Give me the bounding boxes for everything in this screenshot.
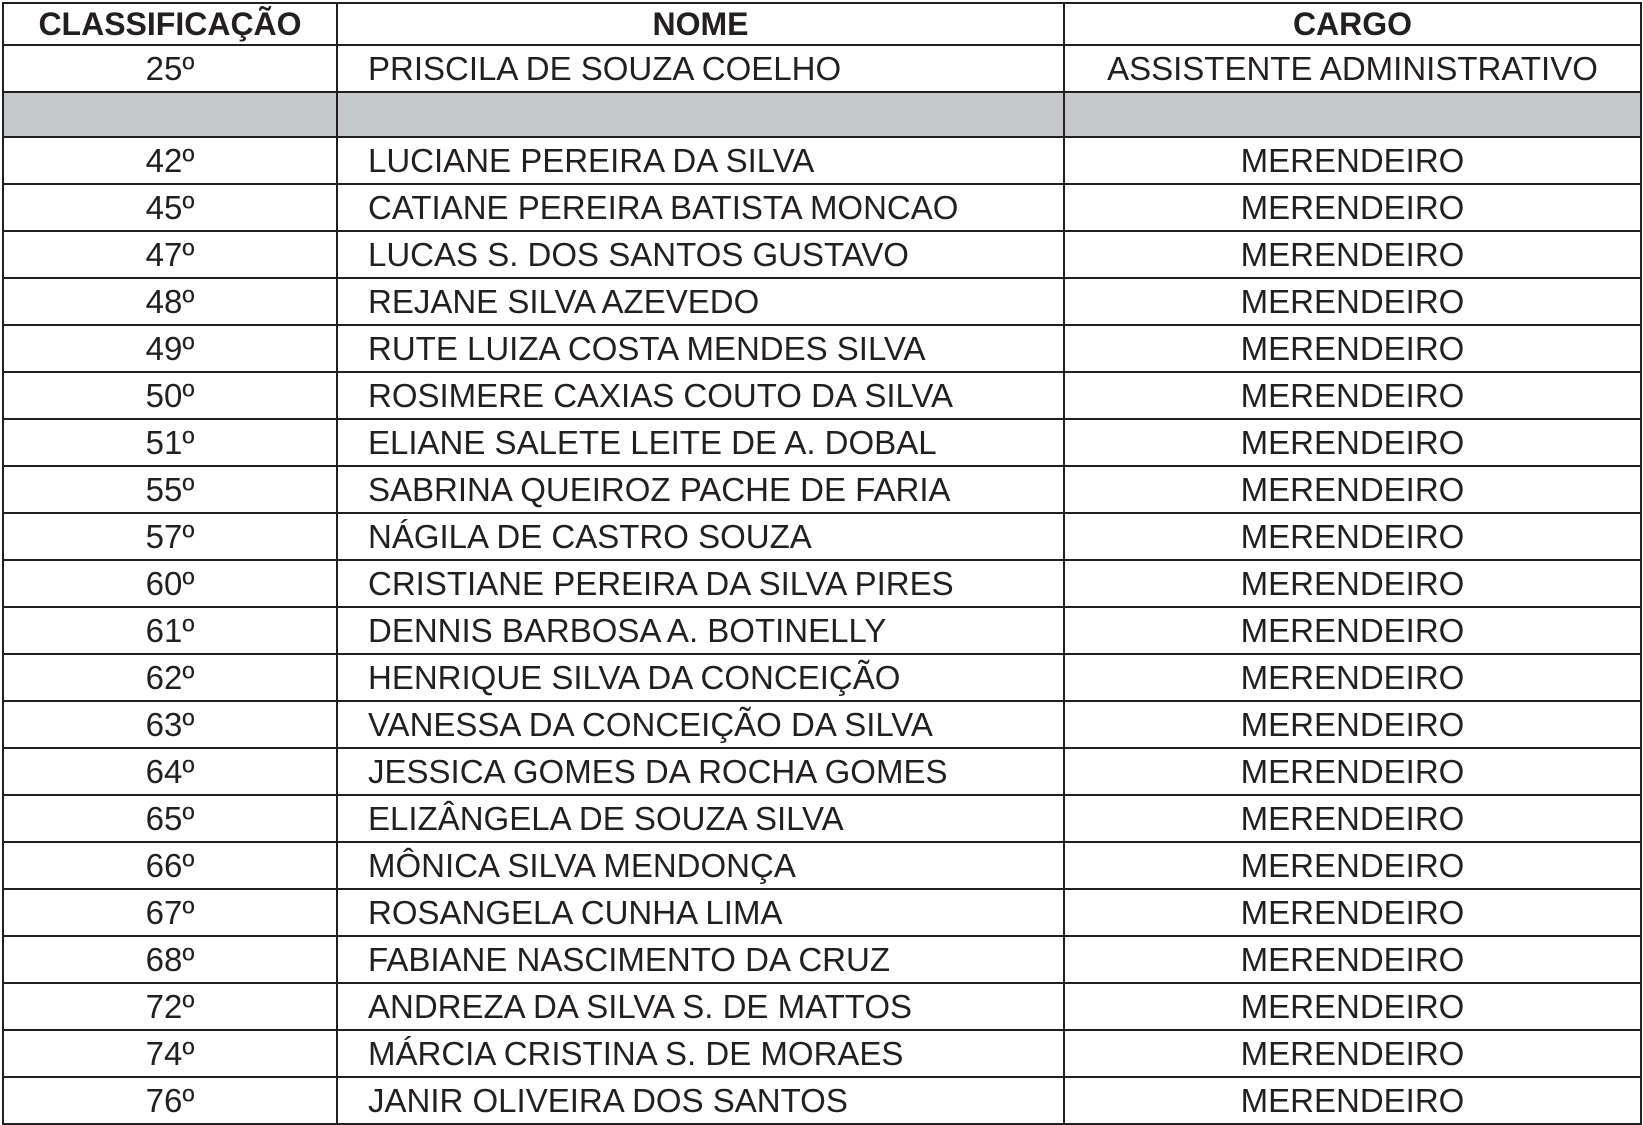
- rank-cell: 55º: [3, 466, 337, 513]
- separator-cell: [337, 92, 1064, 137]
- table-row: [3, 372, 1641, 419]
- table-row: [3, 513, 1641, 560]
- name-cell: REJANE SILVA AZEVEDO: [337, 278, 1064, 325]
- rank-cell: 47º: [3, 231, 337, 278]
- rank-cell: 64º: [3, 748, 337, 795]
- role-cell: MERENDEIRO: [1064, 1077, 1641, 1124]
- table-row: [3, 936, 1641, 983]
- rank-cell: 62º: [3, 654, 337, 701]
- rank-cell: 67º: [3, 889, 337, 936]
- rank-cell: 25º: [3, 45, 337, 92]
- name-cell: JESSICA GOMES DA ROCHA GOMES: [337, 748, 1064, 795]
- name-cell: ROSIMERE CAXIAS COUTO DA SILVA: [337, 372, 1064, 419]
- name-cell: HENRIQUE SILVA DA CONCEIÇÃO: [337, 654, 1064, 701]
- role-cell: MERENDEIRO: [1064, 607, 1641, 654]
- name-cell: NÁGILA DE CASTRO SOUZA: [337, 513, 1064, 560]
- rank-cell: 60º: [3, 560, 337, 607]
- name-cell: RUTE LUIZA COSTA MENDES SILVA: [337, 325, 1064, 372]
- separator-row: [3, 92, 1641, 137]
- name-cell: ANDREZA DA SILVA S. DE MATTOS: [337, 983, 1064, 1030]
- table-row: [3, 231, 1641, 278]
- rank-cell: 48º: [3, 278, 337, 325]
- table-row: [3, 748, 1641, 795]
- role-cell: MERENDEIRO: [1064, 1030, 1641, 1077]
- rank-cell: 51º: [3, 419, 337, 466]
- table-row: [3, 1030, 1641, 1077]
- classification-table: [2, 2, 1642, 1125]
- name-cell: PRISCILA DE SOUZA COELHO: [337, 45, 1064, 92]
- role-cell: MERENDEIRO: [1064, 513, 1641, 560]
- name-cell: CRISTIANE PEREIRA DA SILVA PIRES: [337, 560, 1064, 607]
- rank-cell: 68º: [3, 936, 337, 983]
- rank-cell: 65º: [3, 795, 337, 842]
- name-cell: CATIANE PEREIRA BATISTA MONCAO: [337, 184, 1064, 231]
- table-row: [3, 419, 1641, 466]
- name-cell: SABRINA QUEIROZ PACHE DE FARIA: [337, 466, 1064, 513]
- table-row: [3, 137, 1641, 184]
- name-cell: ROSANGELA CUNHA LIMA: [337, 889, 1064, 936]
- rank-cell: 61º: [3, 607, 337, 654]
- table-row: [3, 1077, 1641, 1124]
- table-body: [3, 45, 1641, 1124]
- role-cell: MERENDEIRO: [1064, 325, 1641, 372]
- role-cell: MERENDEIRO: [1064, 231, 1641, 278]
- rank-cell: 66º: [3, 842, 337, 889]
- name-cell: FABIANE NASCIMENTO DA CRUZ: [337, 936, 1064, 983]
- table-header: [3, 3, 1641, 45]
- role-cell: ASSISTENTE ADMINISTRATIVO: [1064, 45, 1641, 92]
- table-row: [3, 842, 1641, 889]
- name-cell: LUCAS S. DOS SANTOS GUSTAVO: [337, 231, 1064, 278]
- table-row: [3, 983, 1641, 1030]
- table-row: [3, 45, 1641, 92]
- table-row: [3, 654, 1641, 701]
- rank-cell: 74º: [3, 1030, 337, 1077]
- role-cell: MERENDEIRO: [1064, 137, 1641, 184]
- role-cell: MERENDEIRO: [1064, 560, 1641, 607]
- table-row: [3, 560, 1641, 607]
- role-cell: MERENDEIRO: [1064, 842, 1641, 889]
- table-row: [3, 184, 1641, 231]
- header-classificacao: CLASSIFICAÇÃO: [3, 3, 337, 45]
- role-cell: MERENDEIRO: [1064, 936, 1641, 983]
- name-cell: ELIZÂNGELA DE SOUZA SILVA: [337, 795, 1064, 842]
- role-cell: MERENDEIRO: [1064, 419, 1641, 466]
- rank-cell: 50º: [3, 372, 337, 419]
- rank-cell: 49º: [3, 325, 337, 372]
- table-row: [3, 701, 1641, 748]
- header-cargo: CARGO: [1064, 3, 1641, 45]
- table-row: [3, 795, 1641, 842]
- rank-cell: 63º: [3, 701, 337, 748]
- name-cell: LUCIANE PEREIRA DA SILVA: [337, 137, 1064, 184]
- table-row: [3, 466, 1641, 513]
- role-cell: MERENDEIRO: [1064, 701, 1641, 748]
- role-cell: MERENDEIRO: [1064, 889, 1641, 936]
- name-cell: MÔNICA SILVA MENDONÇA: [337, 842, 1064, 889]
- name-cell: ELIANE SALETE LEITE DE A. DOBAL: [337, 419, 1064, 466]
- name-cell: JANIR OLIVEIRA DOS SANTOS: [337, 1077, 1064, 1124]
- rank-cell: 45º: [3, 184, 337, 231]
- header-nome: NOME: [337, 3, 1064, 45]
- table-row: [3, 889, 1641, 936]
- header-row: [3, 3, 1641, 45]
- name-cell: DENNIS BARBOSA A. BOTINELLY: [337, 607, 1064, 654]
- role-cell: MERENDEIRO: [1064, 372, 1641, 419]
- separator-cell: [1064, 92, 1641, 137]
- name-cell: VANESSA DA CONCEIÇÃO DA SILVA: [337, 701, 1064, 748]
- table-row: [3, 607, 1641, 654]
- table-row: [3, 278, 1641, 325]
- role-cell: MERENDEIRO: [1064, 466, 1641, 513]
- role-cell: MERENDEIRO: [1064, 184, 1641, 231]
- rank-cell: 76º: [3, 1077, 337, 1124]
- role-cell: MERENDEIRO: [1064, 748, 1641, 795]
- role-cell: MERENDEIRO: [1064, 795, 1641, 842]
- rank-cell: 42º: [3, 137, 337, 184]
- separator-cell: [3, 92, 337, 137]
- rank-cell: 57º: [3, 513, 337, 560]
- role-cell: MERENDEIRO: [1064, 278, 1641, 325]
- role-cell: MERENDEIRO: [1064, 654, 1641, 701]
- role-cell: MERENDEIRO: [1064, 983, 1641, 1030]
- rank-cell: 72º: [3, 983, 337, 1030]
- name-cell: MÁRCIA CRISTINA S. DE MORAES: [337, 1030, 1064, 1077]
- table-row: [3, 325, 1641, 372]
